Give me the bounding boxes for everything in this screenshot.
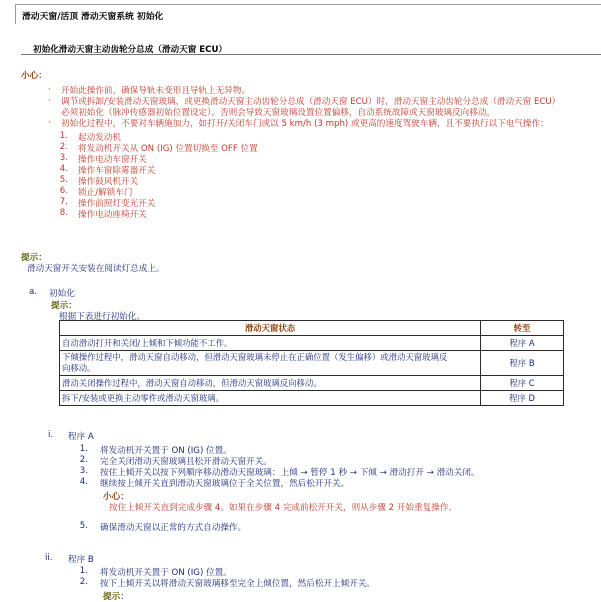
caution-bullet-marker: ·	[48, 96, 51, 106]
step-number: 3.	[59, 153, 68, 163]
breadcrumb-bar	[15, 4, 601, 24]
step-text: 按下上倾开关以将滑动天窗玻璃移至完全上倾位置，然后松开上倾开关。	[100, 579, 376, 589]
procedure-a-caution-title: 小心：	[103, 492, 129, 502]
caution-bullet: 调节或拆卸/安装滑动天窗玻璃，或更换滑动天窗主动齿轮分总成（滑动天窗 ECU）时，滑动天窗主动齿轮分总成（滑动天窗 ECU）	[61, 97, 561, 107]
breadcrumb: 滑动天窗/活顶 滑动天窗系统 初始化	[22, 12, 164, 22]
step-number: 5.	[79, 521, 88, 531]
table-header-state: 滑动天窗状态	[60, 321, 481, 336]
section-a-hint-text: 根据下表进行初始化。	[59, 312, 145, 322]
procedure-b-title: 程序 B	[68, 555, 94, 565]
caution-bullet-continuation: 必须初始化（脉冲传感器初始位置设定）。否则会导致天窗玻璃设置位置偏移，自动系统故障或天窗玻璃反向移动。	[61, 108, 495, 118]
table-cell-state: 拆下/安装或更换主动零件或滑动天窗玻璃。	[60, 391, 481, 406]
procedure-a-title: 程序 A	[68, 432, 94, 442]
step-text: 按住上倾开关以按下列顺序移动滑动天窗玻璃：上倾 → 暂停 1 秒 → 下倾 → 滑动打开 → 滑动关闭。	[100, 468, 480, 478]
table-row	[60, 376, 564, 391]
step-number: 2.	[79, 455, 88, 465]
table-header-goto: 转至	[481, 321, 564, 336]
procedure-b-hint-title: 提示：	[103, 592, 129, 602]
hint-text: 滑动天窗开关安装在阅读灯总成上。	[27, 264, 165, 274]
step-text: 将发动机开关从 ON (IG) 位置切换至 OFF 位置	[78, 144, 258, 154]
procedure-a-caution-text: 按住上倾开关直到完成步骤 4。如果在步骤 4 完成前松开开关，则从步骤 2 开始重复操作。	[109, 503, 458, 513]
initialization-table	[59, 320, 564, 406]
step-number: 4.	[79, 477, 88, 487]
step-text: 完全关闭滑动天窗玻璃且松开滑动天窗开关。	[100, 457, 272, 467]
table-cell-goto[interactable]: 程序 B	[481, 351, 564, 376]
step-number: 1.	[79, 444, 88, 454]
table-cell-state: 自动滑动打开和关闭/上倾和下倾功能不工作。	[60, 336, 481, 351]
step-number: 5.	[59, 175, 68, 185]
table-cell-state: 滑动关闭操作过程中，滑动天窗自动移动，但滑动天窗玻璃反向移动。	[60, 376, 481, 391]
step-number: 4.	[59, 164, 68, 174]
step-text: 起动发动机	[78, 133, 121, 143]
caution-bullet: 开始此操作前，确保导轨未变形且导轨上无异物。	[61, 86, 251, 96]
step-text: 操作电动车窗开关	[78, 155, 147, 165]
step-number: 2.	[79, 577, 88, 587]
section-a-hint-title: 提示：	[51, 301, 77, 311]
step-number: 1.	[79, 566, 88, 576]
table-row	[60, 336, 564, 351]
table-row	[60, 351, 564, 376]
step-number: 6.	[59, 186, 68, 196]
table-cell-goto[interactable]: 程序 D	[481, 391, 564, 406]
step-text: 将发动机开关置于 ON (IG) 位置。	[100, 446, 232, 456]
procedure-b-label: ii.	[45, 553, 53, 563]
section-a-label: a.	[29, 287, 37, 297]
table-cell-state	[60, 351, 481, 376]
step-number: 2.	[59, 142, 68, 152]
step-text: 确保滑动天窗以正常的方式自动操作。	[100, 523, 247, 533]
step-text: 继续按上倾开关直到滑动天窗玻璃位于全关位置，然后松开开关。	[100, 479, 350, 489]
step-text: 操作鼓风机开关	[78, 177, 139, 187]
table-cell-state-line: 下倾操作过程中，滑动天窗自动移动，但滑动天窗玻璃未停止在正确位置（发生偏移）或滑动天窗玻璃反	[62, 352, 448, 362]
table-cell-goto[interactable]: 程序 C	[481, 376, 564, 391]
section-divider	[21, 54, 601, 55]
step-text: 操作车窗除雾器开关	[78, 166, 156, 176]
step-number: 1.	[59, 131, 68, 141]
hint-title: 提示：	[21, 253, 47, 263]
step-number: 8.	[59, 208, 68, 218]
caution-bullet: 初始化过程中，不要对车辆施加力，如打开/关闭车门或以 5 km/h (3 mph) 或更高的速度驾驶车辆，且不要执行以下电气操作：	[61, 119, 549, 129]
step-text: 操作电动座椅开关	[78, 210, 147, 220]
step-text: 操作前照灯变光开关	[78, 199, 156, 209]
table-cell-goto[interactable]: 程序 A	[481, 336, 564, 351]
table-header-row	[60, 321, 564, 336]
section-a-title: 初始化	[49, 289, 75, 299]
procedure-a-label: i.	[48, 430, 54, 440]
step-text: 锁止/解锁车门	[78, 188, 133, 198]
caution-bullet-marker: ·	[48, 118, 51, 128]
section-title: 初始化滑动天窗主动齿轮分总成（滑动天窗 ECU）	[33, 45, 228, 55]
table-cell-state-line: 向移动。	[62, 363, 96, 373]
step-number: 3.	[79, 466, 88, 476]
caution-bullet-marker: ·	[48, 85, 51, 95]
table-row	[60, 391, 564, 406]
step-text: 将发动机开关置于 ON (IG) 位置。	[100, 568, 232, 578]
caution-title: 小心：	[21, 71, 47, 81]
step-number: 7.	[59, 197, 68, 207]
